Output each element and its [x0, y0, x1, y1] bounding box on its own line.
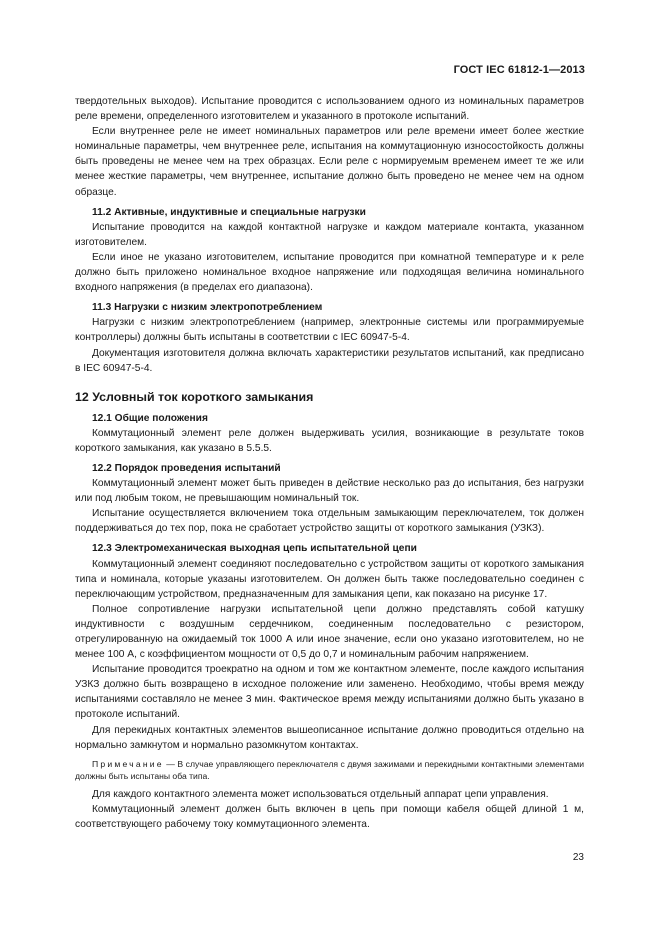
standard-designation: ГОСТ IEC 61812-1—2013	[453, 64, 585, 76]
paragraph: Если внутреннее реле не имеет номинальных параметров или реле времени имеет более жесткие номинальные параметры, чем внутреннее реле, испытания на коммутационную износостойкость должны быть проведены не менее чем на трех образцах. Если реле с нормируемым временем имеет те же или менее жесткие параметры, чем внутреннее, испытание должно быть проведено не менее чем на одном образце.	[75, 126, 584, 198]
paragraph: Нагрузки с низким электропотреблением (например, электронные системы или программируемые контроллеры) должны быть испытаны в соответствии с IEC 60947-5-4.	[75, 317, 584, 344]
paragraph: твердотельных выходов). Испытание проводится с использованием одного из номинальных параметров реле времени, определенного изготовителем и указанного в протоколе испытаний.	[75, 96, 584, 123]
section-heading-11-3: 11.3 Нагрузки с низким электропотреблением	[92, 302, 323, 314]
paragraph: Полное сопротивление нагрузки испытательной цепи должно представлять собой катушку индуктивности с воздушным сердечником, соединенным последовательно с резистором, отрегулированную на ожидаемый ток 1000 А или иное значение, если оно указано изготовителем, но не менее 100 А, с коэффициентом мощности от 0,5 до 0,7 и номинальным рабочим напряжением.	[75, 603, 584, 661]
note-text: — В случае управляющего переключателя с двумя зажимами и перекидными контактными элементами должны быть испытаны оба типа.	[75, 758, 584, 782]
paragraph: Если иное не указано изготовителем, испытание проводится при комнатной температуре и к реле должно быть приложено номинальное входное напряжение или подходящая величина номинального входного напряжения (в пределах его диапазона).	[75, 251, 584, 294]
paragraph: Для каждого контактного элемента может использоваться отдельный аппарат цепи управления.	[92, 788, 549, 800]
paragraph: Испытание проводится троекратно на одном и том же контактном элементе, после каждого испытания УЗКЗ должно быть возвращено в исходное положение или заменено. Необходимо, чтобы время между испытаниями составляло не менее 3 мин. Фактическое время между испытаниями должно быть указано в протоколе испытаний.	[75, 664, 584, 721]
note	[75, 758, 584, 783]
section-heading-12: 12 Условный ток короткого замыкания	[75, 389, 314, 404]
paragraph: Коммутационный элемент реле должен выдерживать усилия, возникающие в результате токов короткого замыкания, как указано в 5.5.5.	[75, 427, 584, 454]
paragraph: Для перекидных контактных элементов вышеописанное испытание должно проводиться отдельно на нормально замкнутом и нормально разомкнутом контактах.	[75, 724, 584, 751]
paragraph: Испытание осуществляется включением тока отдельным замыкающим переключателем, ток должен поддерживаться до тех пор, пока не сработает устройство защиты от короткого замыкания (УЗКЗ).	[75, 508, 584, 535]
section-heading-12-2: 12.2 Порядок проведения испытаний	[92, 462, 281, 474]
page-number: 23	[572, 852, 584, 863]
section-heading-11-2: 11.2 Активные, индуктивные и специальные нагрузки	[92, 206, 366, 218]
paragraph: Документация изготовителя должна включать характеристики результатов испытаний, как предписано в IEC 60947-5-4.	[75, 347, 584, 374]
section-heading-12-3: 12.3 Электромеханическая выходная цепь испытательной цепи	[92, 543, 417, 555]
section-heading-12-1: 12.1 Общие положения	[92, 412, 208, 424]
paragraph: Коммутационный элемент должен быть включен в цепь при помощи кабеля общей длиной 1 м, соответствующего рабочему току коммутационного элемента.	[75, 803, 584, 830]
paragraph: Коммутационный элемент может быть приведен в действие несколько раз до испытания, без нагрузки или под любым током, не превышающим номинальный ток.	[75, 478, 584, 505]
note-label: Примечание	[92, 758, 164, 769]
paragraph: Испытание проводится на каждой контактной нагрузке и каждом материале контакта, указанном изготовителем.	[75, 221, 584, 248]
paragraph: Коммутационный элемент соединяют последовательно с устройством защиты от короткого замыкания типа и номинала, которые указаны изготовителем. Он должен быть также последовательно соединен с переключающим устройством, предназначенным для замыкания цепи, как показано на рисунке 17.	[75, 558, 584, 600]
page-body	[75, 94, 584, 832]
